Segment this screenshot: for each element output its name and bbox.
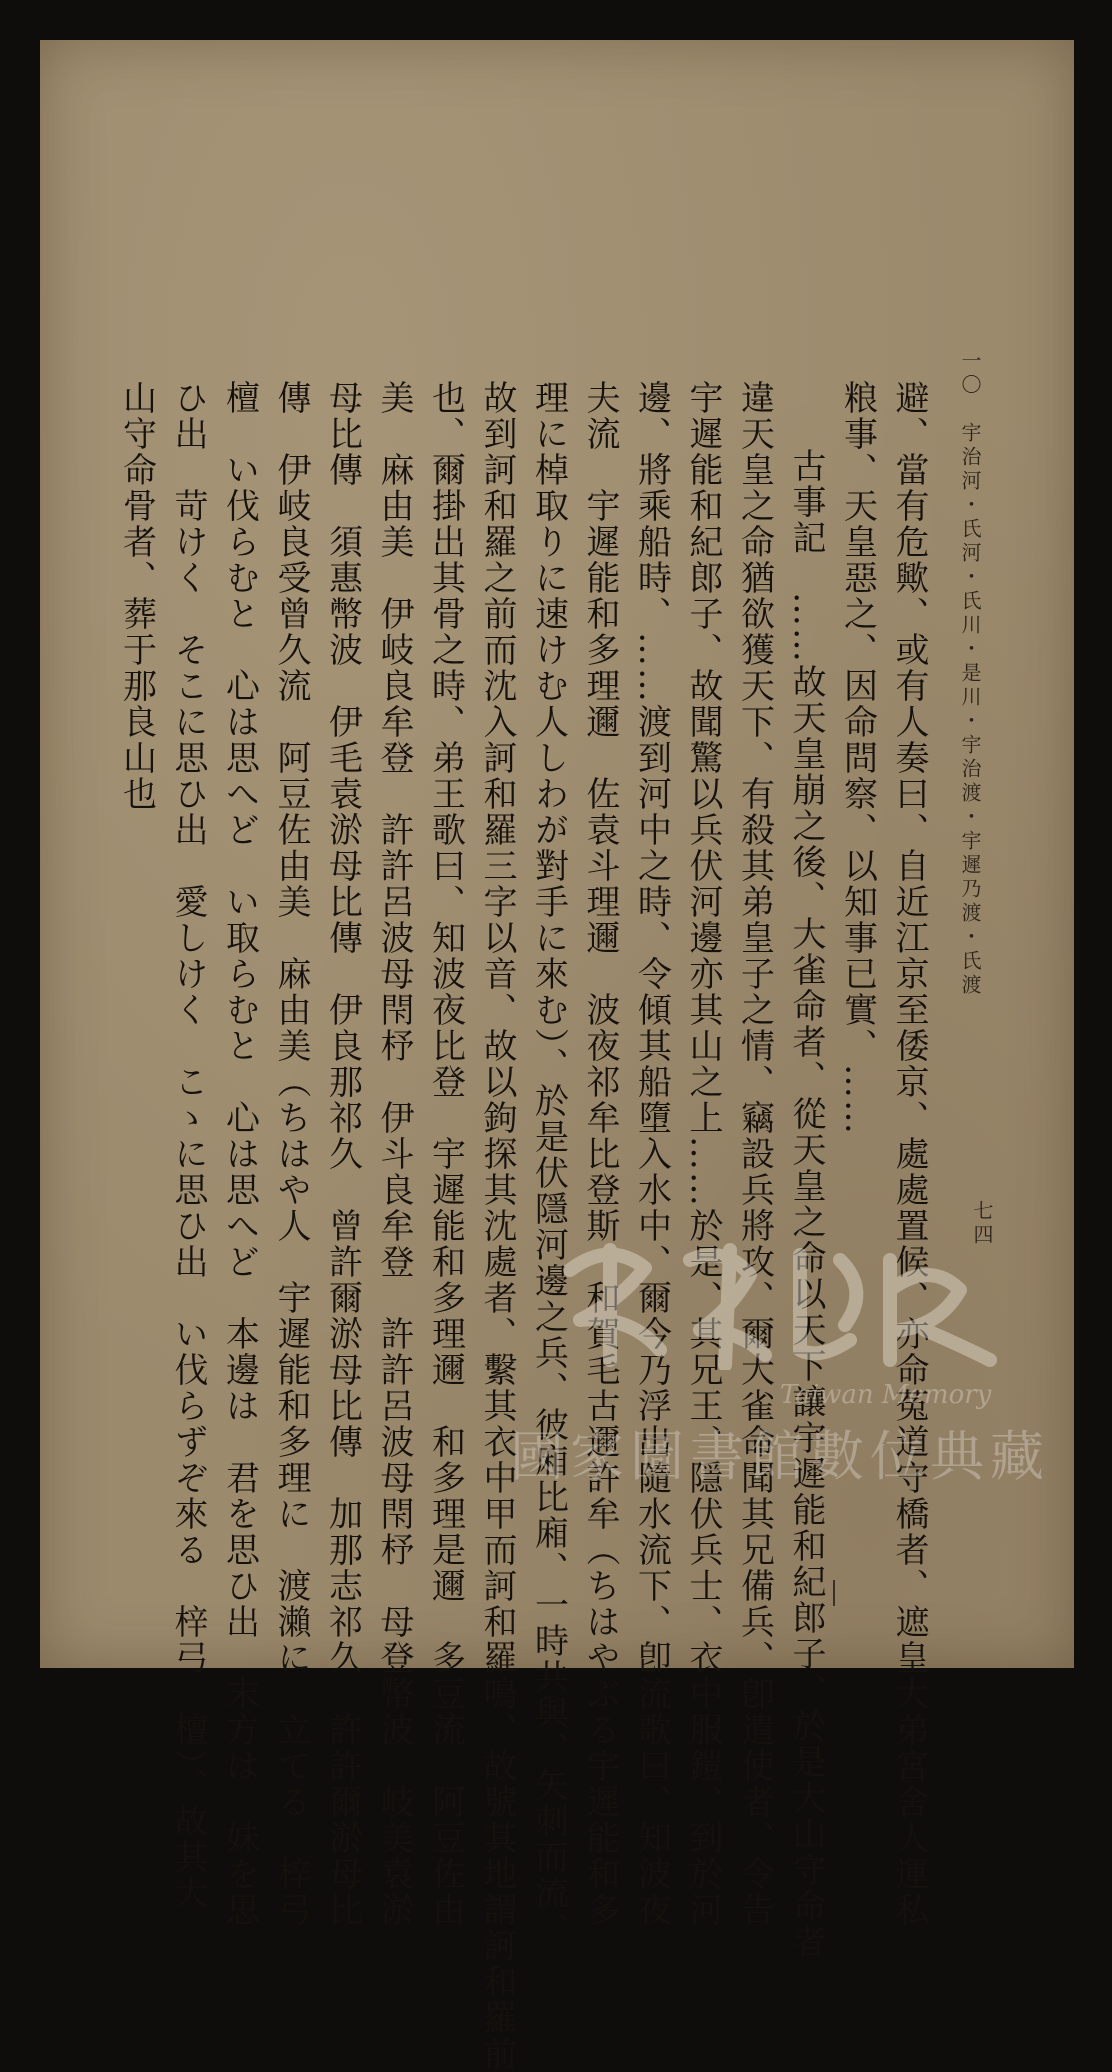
running-header: 一〇 宇治河・氏河・氏川・是川・宇治渡・宇遲乃渡・氏渡: [958, 350, 982, 998]
text-column: 粮事、天皇惡之、因命問察、以知事已實、……: [837, 380, 878, 1136]
text-column: 故到訶和羅之前而沈入訶和羅三字以音、故以鉤探其沈處者、繫其衣中甲而訶和羅鳴、故號其地謂訶和羅前: [477, 380, 517, 2072]
page-number: 七四: [970, 1200, 994, 1248]
text-column: 邊、將乘船時、……渡到河中之時、令傾其船墮入水中、爾今乃浮出隨水流下、卽流歌曰、知波夜: [631, 380, 672, 1928]
text-column: 檀 い伐らむと 心は思へど い取らむと 心は思へど 本邊は 君を思ひ出 末方は 妹を思: [219, 380, 260, 1928]
text-column: 也、爾掛出其骨之時、弟王歌曰、知波夜比登 宇遲能和多理邇 和多理是邇 多豆流 阿豆佐由: [425, 380, 466, 1928]
text-column: 避、當有危歟、或有人奏曰、自近江京至倭京、處處置候、亦命菟道守橋者、遮皇大弟宮舍人運私: [889, 380, 929, 1928]
scanned-page: [40, 40, 1074, 2072]
text-column: ひ出 苛けく そこに思ひ出 愛しけく こゝに思ひ出 い伐らずぞ來る 梓弓 檀）、故其大: [168, 380, 208, 1911]
text-column: 宇遲能和紀郎子、故聞驚以兵伏河邊亦其山之上……於是、其兄王、隱伏兵士、衣中服鎧、到於河: [683, 380, 723, 1928]
watermark-chinese: 國家圖書館數位典藏: [510, 1425, 1050, 1488]
text-column: 理に棹取りに速けむ人しわが對手に來む）、於是伏隱河邊之兵、彼廂比廂、一時共與、矢刺而流、: [528, 380, 569, 1947]
text-column: 美 麻由美 伊岐良牟登 許許呂波母閇杼 伊斗良牟登 許許呂波母閇杼 母登幣波 岐美袁淤: [374, 380, 414, 1928]
vertical-text-body: [110, 380, 934, 2072]
text-column: 夫流 宇遲能和多理邇 佐袁斗理邇 波夜祁牟比登斯 和賀毛古邇許牟（ちはやぶる宇遲能和多: [580, 380, 620, 1928]
text-column: 傳 伊岐良受曾久流 阿豆佐由美 麻由美（ちはや人 宇遲能和多理に 渡瀨に 立てる 梓弓: [271, 380, 311, 1928]
text-column: 山守命骨者、葬于那良山也: [116, 380, 157, 812]
text-column: 古事記 ……故天皇崩之後、大雀命者、從天皇之命以天下讓宇遲能和紀郎子、於是大山守命者: [786, 448, 826, 1960]
print-mark: [833, 1580, 835, 1606]
text-column: 違天皇之命猶欲獲天下、有殺其弟皇子之情、竊設兵將攻、爾大雀命聞其兄備兵、卽遣使者、令告: [734, 380, 775, 1928]
text-column: 母比傳 須惠幣波 伊毛袁淤母比傳 伊良那祁久 曾許爾淤母比傳 加那志祁久 許許爾淤母比: [322, 380, 363, 1928]
watermark-english: Taiwan Memory: [780, 1380, 992, 1410]
